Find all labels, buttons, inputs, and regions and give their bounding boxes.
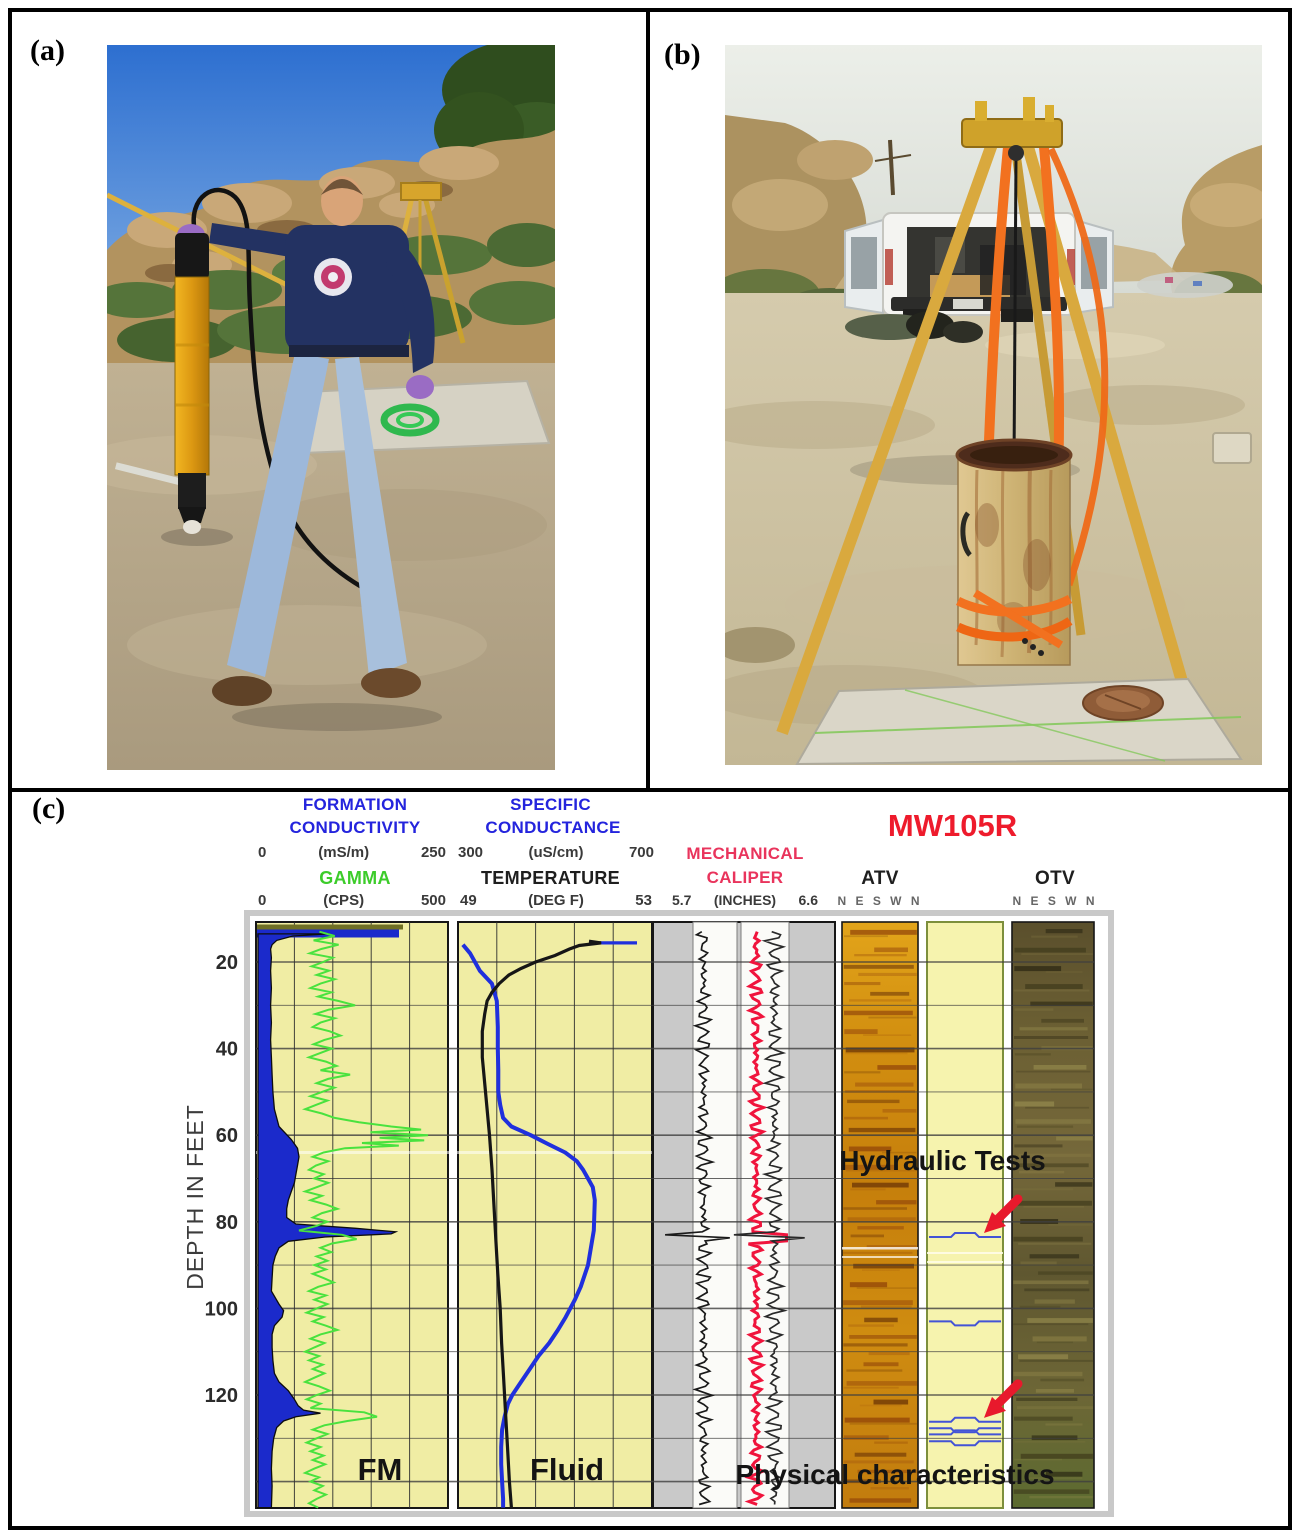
caliper-scale	[672, 892, 818, 908]
caliper-header-line1: MECHANICAL	[686, 844, 804, 863]
photo-tripod-wellhead	[725, 45, 1262, 765]
caliper-header-line2: CALIPER	[706, 868, 784, 887]
caliper-scale-units: (INCHES)	[713, 892, 777, 908]
panel-c-label: (c)	[32, 792, 66, 825]
svg-text:120: 120	[204, 1385, 238, 1407]
gamma-scale-units: (CPS)	[323, 892, 365, 909]
svg-text:80: 80	[215, 1211, 238, 1234]
well-title: MW105R	[887, 808, 1018, 843]
temp-scale-units: (DEG F)	[528, 892, 584, 909]
panel-a-label: (a)	[30, 34, 65, 67]
otv-compass-labels: N E S W N	[1012, 894, 1098, 908]
fc-scale-max: 250	[420, 844, 446, 861]
fc-scale-units: (mS/m)	[318, 844, 370, 861]
temperature-scale	[460, 892, 652, 909]
panel-b-label: (b)	[664, 38, 701, 71]
panel-divider-horizontal	[12, 788, 1288, 792]
panel-divider-vertical	[646, 12, 650, 790]
gamma-scale-max: 500	[420, 892, 446, 909]
annotation-fluid: Fluid	[529, 1452, 605, 1487]
sc-scale-max: 700	[628, 844, 654, 861]
sc-scale-min: 300	[458, 844, 484, 861]
svg-text:20: 20	[215, 952, 238, 974]
atv-header: ATV	[861, 868, 899, 889]
specific-conductance-header-line2: CONDUCTANCE	[485, 818, 621, 837]
annotation-physical-characteristics: Physical characteristics	[735, 1459, 1055, 1490]
svg-text:40: 40	[215, 1038, 238, 1061]
formation-conductivity-header-line2: CONDUCTIVITY	[289, 818, 421, 837]
annotation-hydraulic-tests: Hydraulic Tests	[839, 1145, 1046, 1176]
atv-compass-labels: N E S W N	[837, 894, 923, 908]
caliper-scale-min: 5.7	[672, 892, 692, 908]
temp-scale-max: 53	[635, 892, 652, 909]
formation-conductivity-scale	[258, 844, 446, 861]
temp-scale-min: 49	[460, 892, 477, 909]
fc-scale-min: 0	[258, 844, 267, 861]
photo-logging-sonde	[107, 45, 555, 770]
otv-header: OTV	[1035, 868, 1075, 889]
gamma-header: GAMMA	[319, 868, 391, 888]
specific-conductance-scale	[458, 844, 654, 861]
svg-text:100: 100	[204, 1298, 238, 1321]
specific-conductance-header-line1: SPECIFIC	[510, 795, 591, 814]
caliper-scale-max: 6.6	[798, 892, 818, 908]
sc-scale-units: (uS/cm)	[528, 844, 584, 861]
temperature-header: TEMPERATURE	[481, 868, 620, 888]
svg-text:60: 60	[215, 1125, 238, 1148]
formation-conductivity-header-line1: FORMATION	[302, 795, 408, 814]
gamma-scale	[258, 892, 446, 909]
depth-axis-label: DEPTH IN FEET	[182, 1104, 208, 1290]
photo-b-art	[725, 45, 1262, 765]
gamma-scale-min: 0	[258, 892, 267, 909]
annotation-fm: FM	[357, 1452, 403, 1487]
photo-a-art	[107, 45, 555, 770]
